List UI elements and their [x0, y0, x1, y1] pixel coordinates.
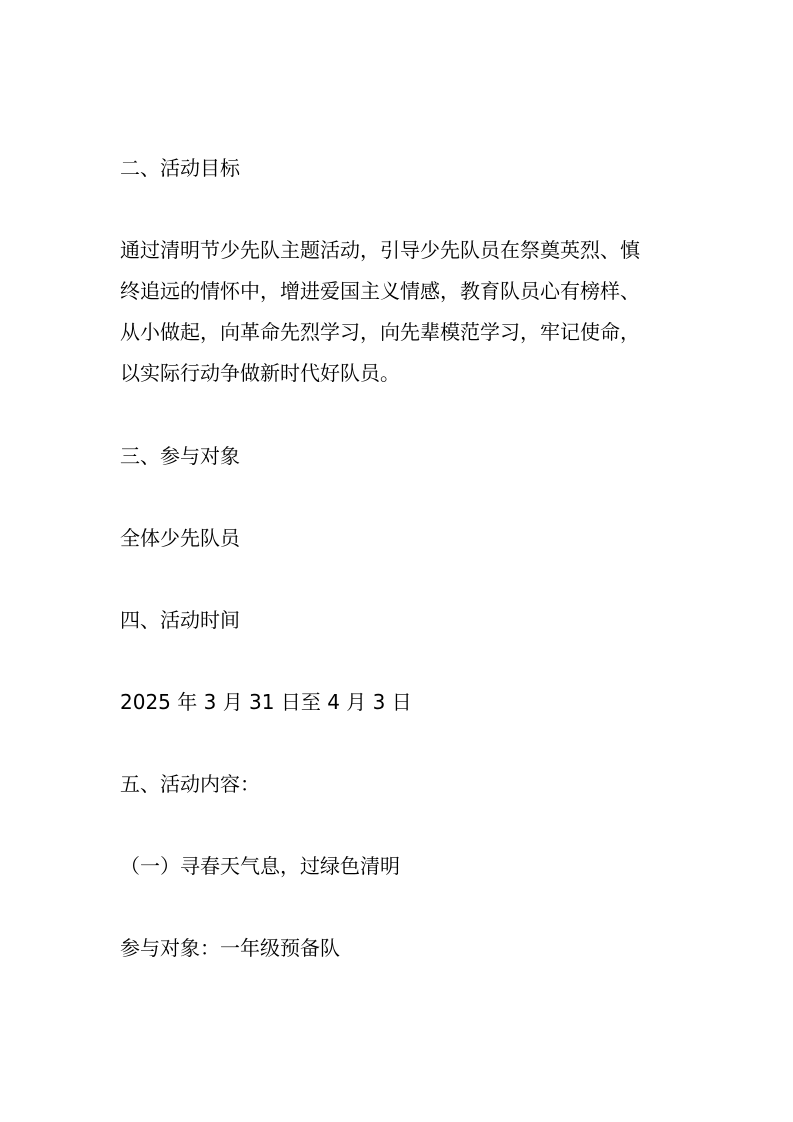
paragraph-line: 通过清明节少先队主题活动，引导少先队员在祭奠英烈、慎: [120, 238, 640, 262]
subsection-heading: （一）寻春天气息，过绿色清明: [120, 854, 400, 878]
goals-paragraph: [120, 230, 680, 394]
participants-text: 全体少先队员: [120, 526, 240, 550]
document-content: [120, 148, 680, 968]
section-heading-participants: 三、参与对象: [120, 444, 240, 468]
paragraph-line: 以实际行动争做新时代好队员。: [120, 361, 400, 385]
section-heading-goals: 二、活动目标: [120, 156, 240, 180]
paragraph-line: 从小做起，向革命先烈学习，向先辈模范学习，牢记使命，: [120, 320, 640, 344]
section-heading-time: 四、活动时间: [120, 608, 240, 632]
time-text: 2025 年 3 月 31 日至 4 月 3 日: [120, 690, 412, 714]
section-heading-content: 五、活动内容：: [120, 772, 260, 796]
paragraph-line: 终追远的情怀中，增进爱国主义情感，教育队员心有榜样、: [120, 279, 640, 303]
subsection-participants: 参与对象：一年级预备队: [120, 936, 340, 960]
